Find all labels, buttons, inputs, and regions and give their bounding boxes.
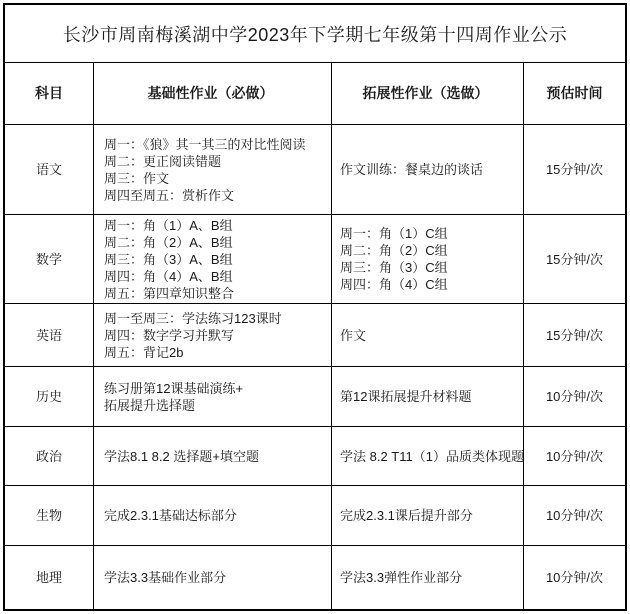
basic-homework-cell — [94, 125, 332, 214]
time-cell — [524, 304, 625, 366]
column-header-estimated-time: 预估时间 — [546, 85, 603, 101]
homework-line: 周四：角（4）C组 — [340, 277, 448, 292]
time-cell — [524, 486, 625, 545]
extended-homework-cell — [332, 304, 524, 366]
table-row-地理 — [5, 546, 625, 609]
homework-line: 周五：第四章知识整合 — [104, 285, 235, 301]
homework-line: 周一：《狼》其一其三的对比性阅读 — [104, 136, 306, 152]
time-cell — [524, 546, 625, 609]
column-header-subject: 科目 — [5, 63, 94, 124]
subject-cell — [5, 304, 94, 366]
time-cell — [524, 427, 625, 485]
column-header-extended-homework: 拓展性作业（选做） — [332, 63, 524, 124]
page-title: 长沙市周南梅溪湖中学2023年下学期七年级第十四周作业公示 — [5, 5, 625, 63]
homework-line: 完成2.3.1课后提升部分 — [340, 508, 473, 523]
homework-line: 周二：角（2）C组 — [340, 243, 448, 258]
homework-line: 完成2.3.1基础达标部分 — [104, 508, 237, 523]
homework-line: 学法3.3弹性作业部分 — [340, 570, 463, 585]
extended-homework-cell — [332, 215, 524, 303]
basic-homework-cell — [94, 427, 332, 485]
homework-line: 10分钟/次 — [545, 448, 604, 464]
homework-line: 学法3.3基础作业部分 — [104, 570, 227, 585]
table-row-语文 — [5, 125, 625, 215]
subject-cell — [5, 546, 94, 609]
column-header-basic-homework: 基础性作业（必做） — [94, 63, 332, 124]
extended-homework-cell — [332, 125, 524, 214]
table-row-数学 — [5, 215, 625, 304]
table-row-历史 — [5, 367, 625, 427]
subject-cell — [5, 486, 94, 545]
basic-homework-cell — [94, 304, 332, 366]
basic-homework-cell — [94, 486, 332, 545]
homework-line: 语文 — [35, 162, 62, 177]
subject-cell — [5, 215, 94, 303]
basic-homework-cell — [94, 546, 332, 609]
homework-line: 政治 — [35, 448, 62, 464]
homework-line: 作文训练：餐桌边的谈话 — [340, 162, 484, 177]
homework-line: 作文 — [340, 327, 367, 343]
table-header-row — [5, 63, 625, 125]
time-cell — [524, 125, 625, 214]
homework-line: 地理 — [35, 570, 62, 585]
homework-line: 第12课拓展提升材料题 — [340, 389, 472, 404]
time-cell — [524, 367, 625, 426]
extended-homework-cell — [332, 427, 524, 485]
homework-line: 周一：角（1）C组 — [340, 226, 448, 241]
subject-cell — [5, 125, 94, 214]
table-row-政治 — [5, 427, 625, 486]
homework-line: 拓展提升选择题 — [104, 397, 196, 413]
homework-line: 周二：角（2）A、B组 — [104, 234, 233, 250]
homework-line: 历史 — [35, 389, 62, 404]
homework-line: 数学 — [35, 251, 62, 267]
homework-line: 周四：角（4）A、B组 — [104, 268, 233, 284]
table-body — [5, 125, 625, 609]
homework-table — [3, 3, 627, 611]
homework-line: 周二：更正阅读错题 — [104, 153, 222, 169]
homework-line: 英语 — [35, 327, 62, 343]
basic-homework-cell — [94, 367, 332, 426]
homework-line: 10分钟/次 — [545, 570, 604, 585]
homework-line: 周一至周三：学法练习123课时 — [104, 310, 282, 326]
homework-line: 15分钟/次 — [545, 162, 604, 177]
homework-line: 周三：角（3）C组 — [340, 260, 448, 275]
homework-line: 学法8.1 8.2 选择题+填空题 — [104, 448, 259, 464]
homework-line: 周一：角（1）A、B组 — [104, 217, 233, 233]
homework-line: 周四至周五：赏析作文 — [104, 187, 235, 203]
homework-line: 学法 8.2 T11（1）品质类体现题 — [340, 448, 524, 464]
homework-line: 生物 — [35, 508, 62, 523]
basic-homework-cell — [94, 215, 332, 303]
homework-line: 15分钟/次 — [545, 327, 604, 343]
homework-line: 10分钟/次 — [545, 389, 604, 404]
subject-cell — [5, 427, 94, 485]
homework-line: 周四：数字学习并默写 — [104, 327, 235, 343]
homework-line: 练习册第12课基础演练+ — [104, 380, 244, 396]
extended-homework-cell — [332, 486, 524, 545]
time-cell — [524, 215, 625, 303]
extended-homework-cell — [332, 367, 524, 426]
table-row-英语 — [5, 304, 625, 367]
extended-homework-cell — [332, 546, 524, 609]
homework-line: 周三：角（3）A、B组 — [104, 251, 233, 267]
table-row-生物 — [5, 486, 625, 546]
homework-line: 15分钟/次 — [545, 251, 604, 267]
subject-cell — [5, 367, 94, 426]
homework-line: 周五：背记2b — [104, 344, 184, 360]
homework-line: 周三：作文 — [104, 170, 170, 186]
homework-line: 10分钟/次 — [545, 508, 604, 523]
